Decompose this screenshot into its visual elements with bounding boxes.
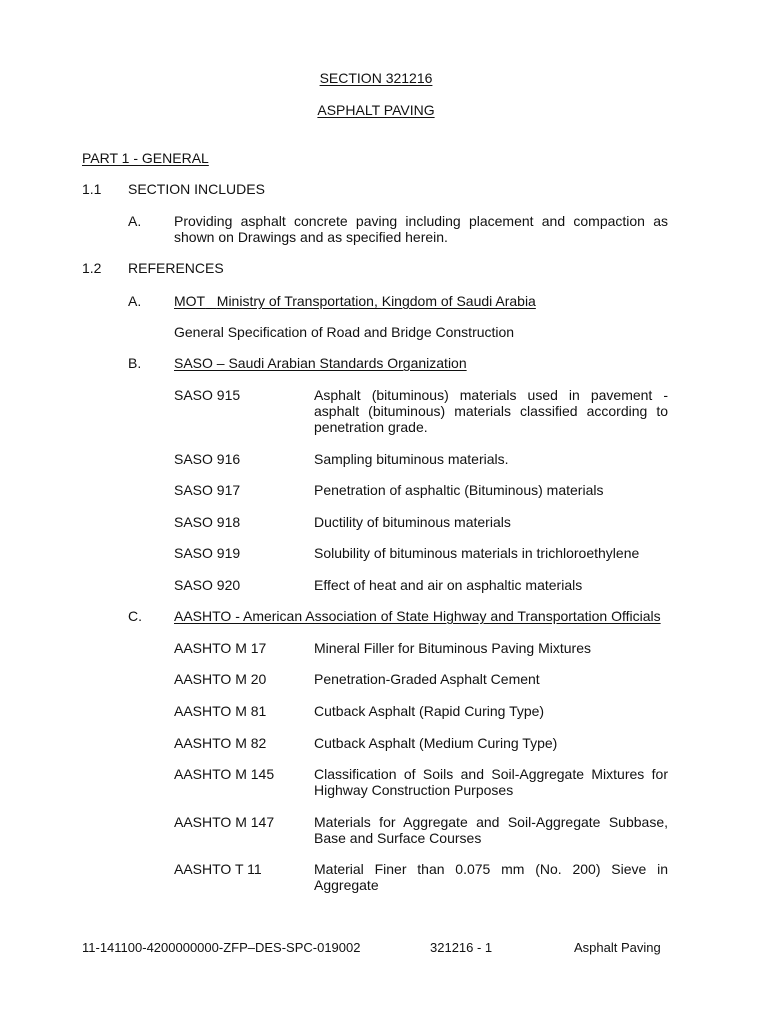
standard-code: AASHTO T 11 bbox=[174, 861, 262, 877]
paragraph: Providing asphalt concrete paving including placement and compaction as shown on Drawings and as specified herein. bbox=[174, 213, 668, 245]
item-label: A. bbox=[128, 293, 142, 309]
standard-description: Penetration-Graded Asphalt Cement bbox=[314, 671, 540, 687]
standard-description: Effect of heat and air on asphaltic materials bbox=[314, 577, 583, 593]
article-number-1-1: 1.1 bbox=[82, 181, 102, 197]
standard-description: Classification of Soils and Soil-Aggregate Mixtures for Highway Construction Purposes bbox=[314, 766, 668, 798]
section-title: ASPHALT PAVING bbox=[317, 102, 435, 118]
standard-code: AASHTO M 20 bbox=[174, 671, 267, 687]
standard-description: Ductility of bituminous materials bbox=[314, 514, 511, 530]
reference-org-heading bbox=[174, 293, 536, 309]
item-label: A. bbox=[128, 213, 142, 229]
reference-spec: General Specification of Road and Bridge Construction bbox=[174, 324, 515, 340]
item-label: B. bbox=[128, 355, 142, 371]
standard-code: SASO 918 bbox=[174, 514, 241, 530]
standard-description: Cutback Asphalt (Rapid Curing Type) bbox=[314, 703, 545, 719]
org-gap bbox=[205, 293, 217, 309]
standard-description: Mineral Filler for Bituminous Paving Mixtures bbox=[314, 640, 591, 656]
standard-code: AASHTO M 81 bbox=[174, 703, 267, 719]
standard-code: AASHTO M 147 bbox=[174, 814, 275, 830]
standard-description: Material Finer than 0.075 mm (No. 200) Sieve in Aggregate bbox=[314, 861, 668, 893]
standard-code: AASHTO M 145 bbox=[174, 766, 275, 782]
article-title-1-1: SECTION INCLUDES bbox=[128, 181, 265, 197]
standard-code: AASHTO M 17 bbox=[174, 640, 267, 656]
standard-description: Materials for Aggregate and Soil-Aggregate Subbase, Base and Surface Courses bbox=[314, 814, 668, 846]
standard-description: Cutback Asphalt (Medium Curing Type) bbox=[314, 735, 558, 751]
standard-code: SASO 915 bbox=[174, 387, 241, 403]
standard-code: AASHTO M 82 bbox=[174, 735, 267, 751]
standard-code: SASO 916 bbox=[174, 451, 241, 467]
footer-page-number: 321216 - 1 bbox=[430, 940, 493, 955]
footer-document-number: 11-141100-4200000000-ZFP–DES-SPC-019002 bbox=[82, 940, 361, 955]
standard-description: Penetration of asphaltic (Bituminous) materials bbox=[314, 482, 604, 498]
article-number-1-2: 1.2 bbox=[82, 260, 102, 276]
footer-section-title: Asphalt Paving bbox=[574, 940, 661, 955]
reference-org-heading: AASHTO - American Association of State Highway and Transportation Officials bbox=[174, 608, 661, 624]
standard-code: SASO 919 bbox=[174, 545, 241, 561]
part-heading: PART 1 - GENERAL bbox=[82, 150, 209, 166]
item-label: C. bbox=[128, 608, 142, 624]
reference-org-heading: SASO – Saudi Arabian Standards Organization bbox=[174, 355, 467, 371]
standard-description: Asphalt (bituminous) materials used in pavement - asphalt (bituminous) materials classified according to penetration grade. bbox=[314, 387, 668, 435]
standard-code: SASO 920 bbox=[174, 577, 241, 593]
standard-description: Sampling bituminous materials. bbox=[314, 451, 509, 467]
standard-code: SASO 917 bbox=[174, 482, 241, 498]
standard-description: Solubility of bituminous materials in trichloroethylene bbox=[314, 545, 640, 561]
org-code: MOT bbox=[174, 293, 206, 309]
section-number: SECTION 321216 bbox=[319, 70, 433, 86]
article-title-1-2: REFERENCES bbox=[128, 260, 224, 276]
org-name: Ministry of Transportation, Kingdom of Saudi Arabia bbox=[216, 293, 536, 309]
